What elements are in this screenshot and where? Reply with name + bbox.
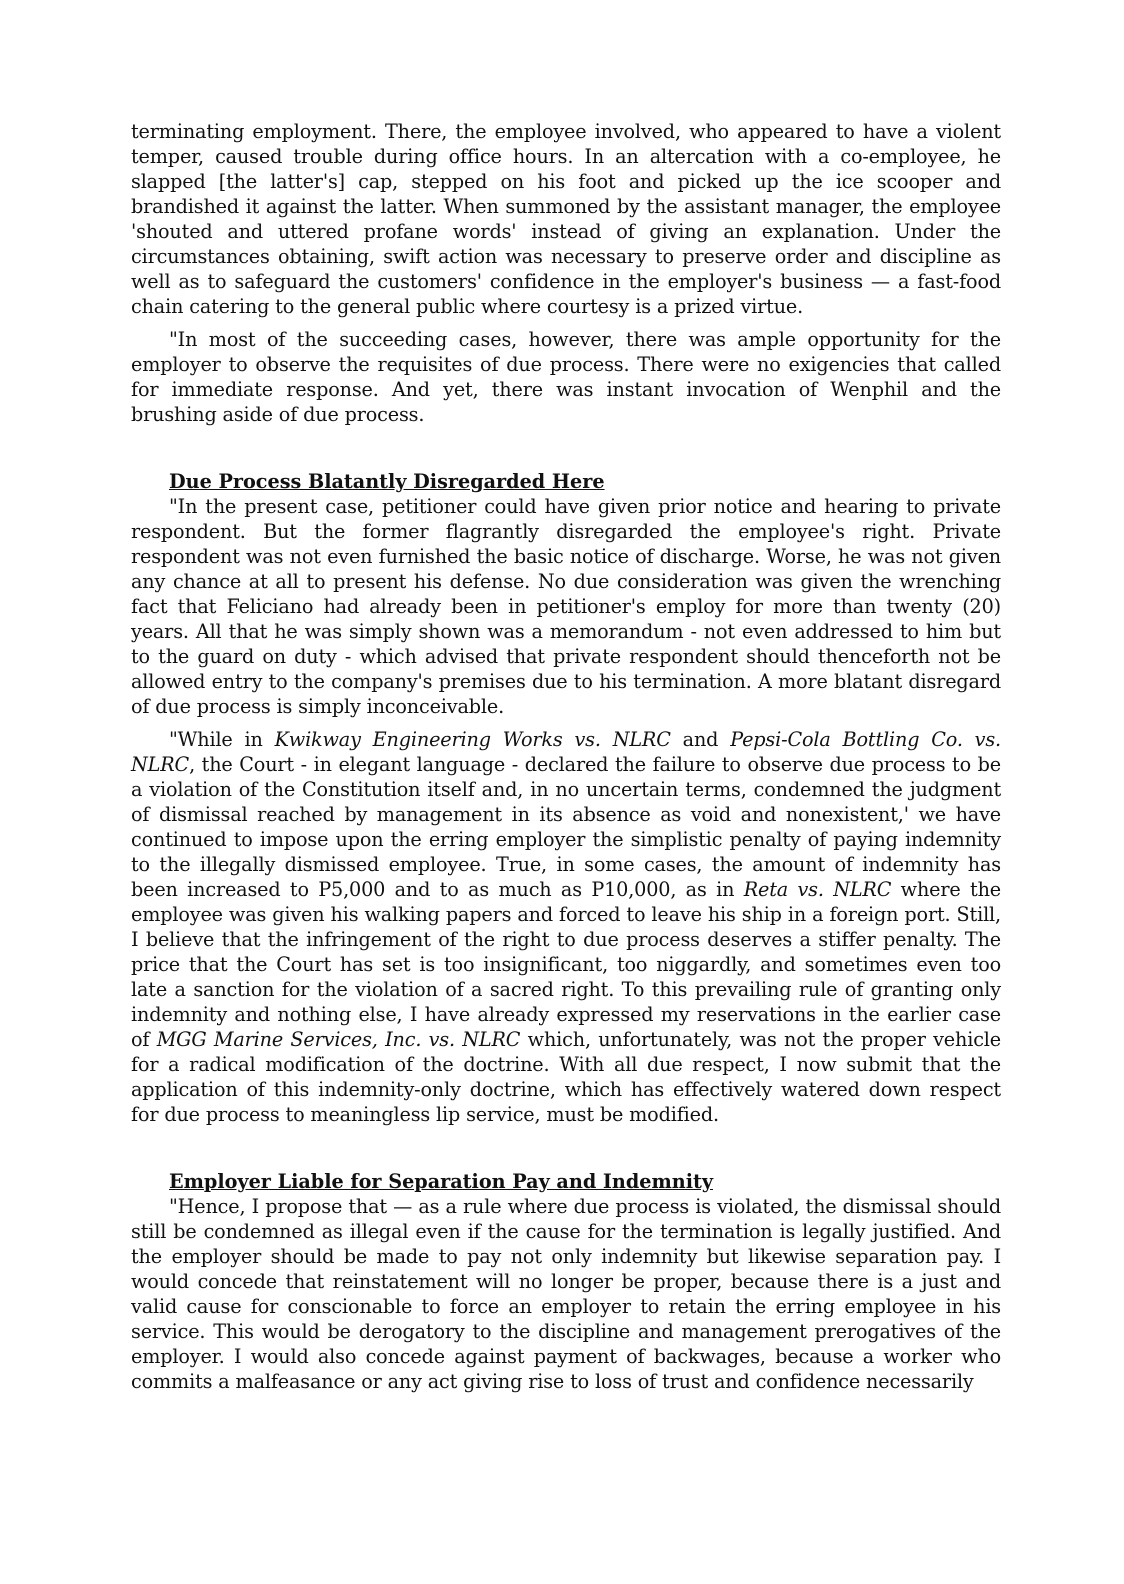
section-heading-due-process: Due Process Blatantly Disregarded Here [169, 470, 605, 493]
case-citation-pepsi: Pepsi-Cola Bottling Co. vs. NLRC [131, 728, 1001, 776]
case-citation-reta: Reta vs. NLRC [743, 878, 892, 901]
paragraph-4-text-4: where the employee was given his walking papers and forced to leave his ship in a foreign port. Still, I believe that the infringement of the right to due process deserves a stiffer penalty. The price that the Court has set is too insignificant, too niggardly, and sometimes even too late a sanction for the violation of a sacred right. To this prevailing rule of granting only indemnity and nothing else, I have already expressed my reservations in the earlier case of [131, 878, 1001, 1051]
paragraph-4-text-2: and [670, 728, 731, 751]
paragraph-1: terminating employment. There, the employee involved, who appeared to have a violent temper, caused trouble during office hours. In an altercation with a co-employee, he slapped [the latter's] cap, stepped on his foot and picked up the ice scooper and brandished it against the latter. When summoned by the assistant manager, the employee 'shouted and uttered profane words' instead of giving an explanation. Under the circumstances obtaining, swift action was necessary to preserve order and discipline as well as to safeguard the customers' confidence in the employer's business — a fast-food chain catering to the general public where courtesy is a prized virtue. [131, 120, 1001, 318]
document-page [131, 119, 1001, 1402]
paragraph-4 [131, 727, 1001, 1127]
paragraph-4-text-3: , the Court - in elegant language - declared the failure to observe due process to be a violation of the Constitution itself and, in no uncertain terms, condemned the judgment of dismissal reached by management in its absence as void and nonexistent,' we have continued to impose upon the erring employer the simplistic penalty of paying indemnity to the illegally dismissed employee. True, in some cases, the amount of indemnity has been increased to P5,000 and to as much as P10,000, as in [131, 753, 1001, 901]
paragraph-5: "Hence, I propose that — as a rule where due process is violated, the dismissal should still be condemned as illegal even if the cause for the termination is legally justified. And the employer should be made to pay not only indemnity but likewise separation pay. I would concede that reinstatement will no longer be proper, because there is a just and valid cause for conscionable to force an employer to retain the erring employee in his service. This would be derogatory to the discipline and management prerogatives of the employer. I would also concede against payment of backwages, because a worker who commits a malfeasance or any act giving rise to loss of trust and confidence necessarily [131, 1195, 1001, 1393]
paragraph-4-text-1: "While in [169, 728, 275, 751]
case-citation-kwikway: Kwikway Engineering Works vs. NLRC [274, 728, 671, 751]
paragraph-4-text-5: which, unfortunately, was not the proper vehicle for a radical modification of the doctrine. With all due respect, I now submit that the application of this indemnity-only doctrine, which has effectively watered down respect for due process to meaningless lip service, must be modified. [131, 1028, 1001, 1126]
paragraph-2: "In most of the succeeding cases, however, there was ample opportunity for the employer to observe the requisites of due process. There were no exigencies that called for immediate response. And yet, there was instant invocation of Wenphil and the brushing aside of due process. [131, 328, 1001, 426]
case-citation-mgg: MGG Marine Services, Inc. vs. NLRC [156, 1028, 521, 1051]
section-heading-employer-liable: Employer Liable for Separation Pay and Indemnity [169, 1170, 714, 1193]
paragraph-3: "In the present case, petitioner could have given prior notice and hearing to private respondent. But the former flagrantly disregarded the employee's right. Private respondent was not even furnished the basic notice of discharge. Worse, he was not given any chance at all to present his defense. No due consideration was given the wrenching fact that Feliciano had already been in petitioner's employ for more than twenty (20) years. All that he was simply shown was a memorandum - not even addressed to him but to the guard on duty - which advised that private respondent should thenceforth not be allowed entry to the company's premises due to his termination. A more blatant disregard of due process is simply inconceivable. [131, 495, 1001, 718]
